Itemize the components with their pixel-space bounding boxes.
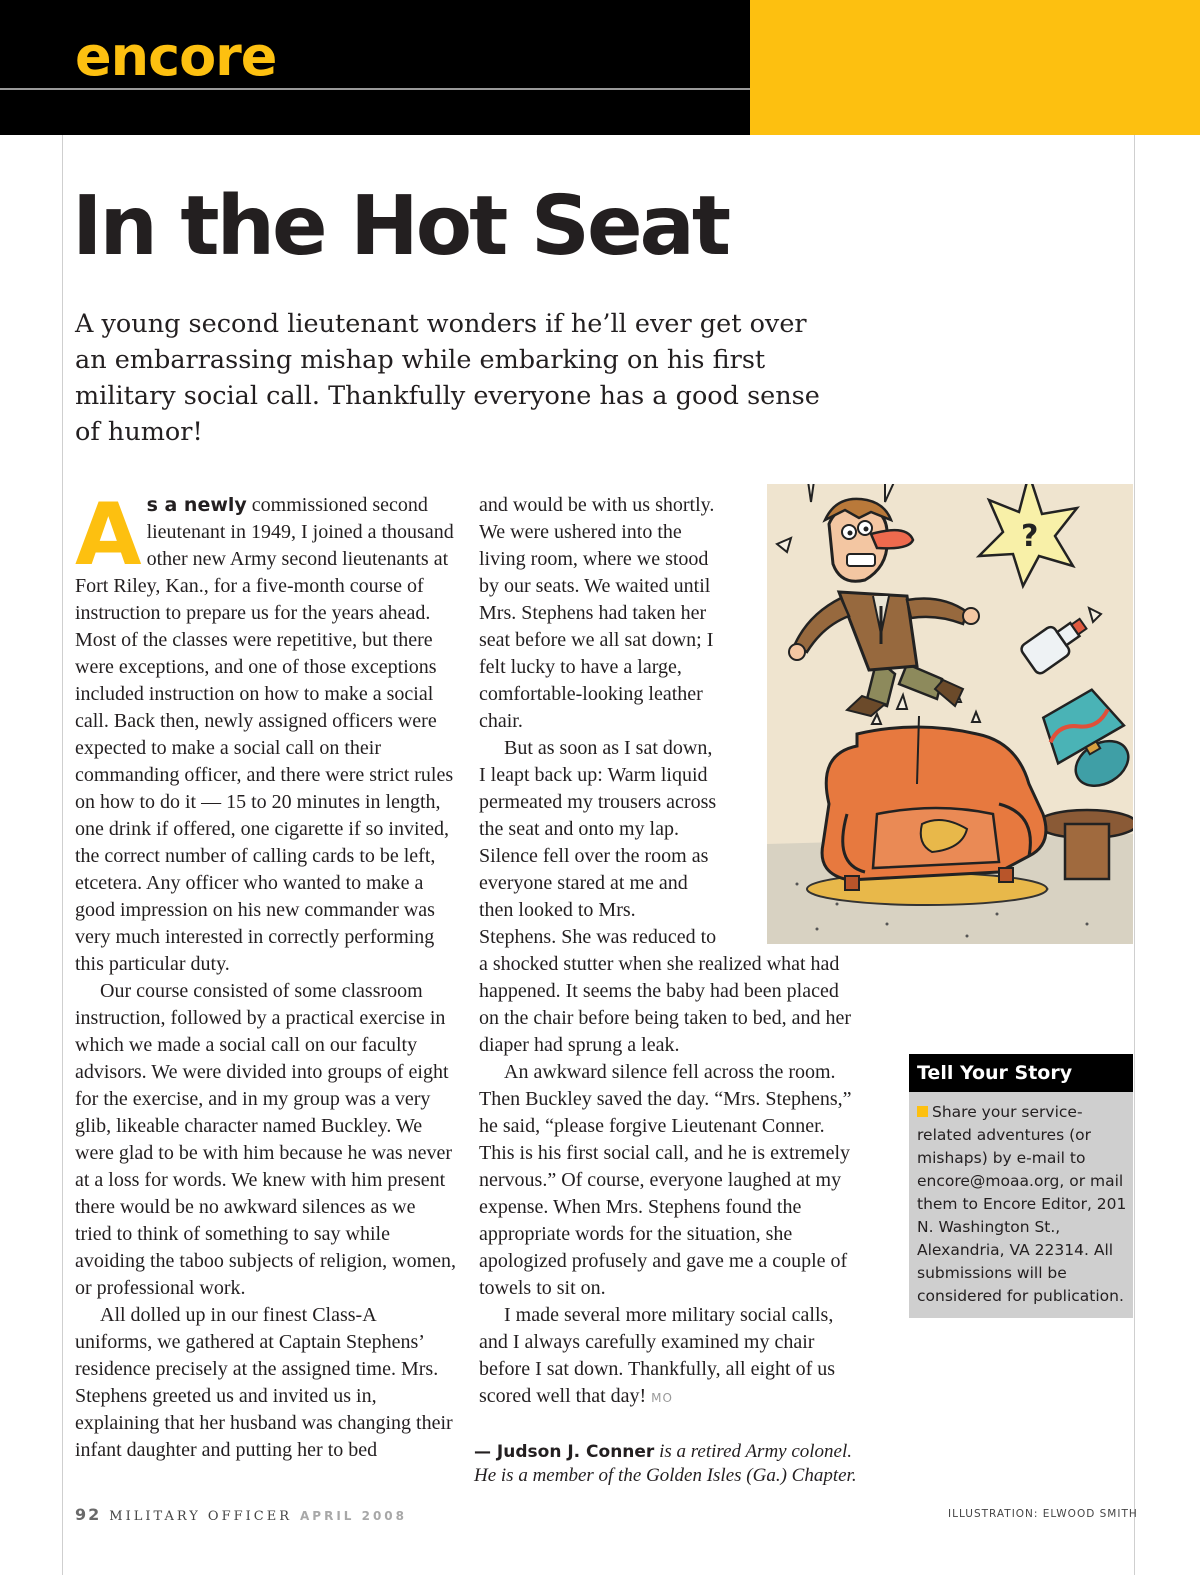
- section-name: encore: [75, 25, 277, 88]
- square-bullet-icon: [917, 1106, 928, 1117]
- author-bio: [474, 1440, 874, 1488]
- end-mark: MO: [651, 1391, 673, 1405]
- header-band-yellow: [750, 0, 1200, 135]
- sidebar-body: [909, 1092, 1133, 1308]
- article-paragraph: [75, 485, 457, 978]
- cartoon-illustration: [767, 484, 1133, 944]
- author-name: — Judson J. Conner: [474, 1442, 655, 1462]
- article-paragraph: All dolled up in our finest Class-A uniforms, we gathered at Captain Stephens’ residence precisely at the assigned time. Mrs. Stephens greeted us and invited us in, explaining that her husband was changing their infant daughter and putting her to bed: [75, 1304, 453, 1461]
- drop-cap: A: [75, 485, 142, 585]
- article-column-1: [75, 485, 457, 1464]
- magazine-name: MILITARY OFFICER: [109, 1509, 292, 1524]
- frame-line-left: [62, 135, 63, 1575]
- article-paragraph: But as soon as I sat down, I leapt back up: Warm liquid permeated my trousers across the seat and onto my lap. Silence fell over the room as everyone stared at me and then looked to Mrs. Stephens. She was reduced to a shocked stutter when she realized what had happened. It seems the baby had been placed on the chair before being taken to bed, and her diaper had sprung a leak.: [479, 737, 852, 1056]
- article-title: In the Hot Seat: [72, 179, 729, 274]
- page-number: 92: [75, 1505, 102, 1524]
- sidebar-text: Share your service-related adventures (or mishaps) by e-mail to encore@moaa.org, or mail them to Encore Editor, 201 N. Washington St., Alexandria, VA 22314. All submissions will be considered for publication.: [917, 1103, 1127, 1305]
- frame-line-right: [1134, 135, 1135, 1575]
- header-rule: [0, 88, 750, 90]
- article-deck: A young second lieutenant wonders if he’ll ever get over an embarrassing mishap while embarking on his first military social call. Thankfully everyone has a good sense of humor!: [75, 309, 820, 447]
- sidebar-title: Tell Your Story: [909, 1054, 1133, 1092]
- folio: [75, 1505, 407, 1524]
- paragraph-text: I made several more military social calls, and I always carefully examined my chair before I sat down. Thankfully, all eight of us scored well that day!: [479, 1304, 836, 1407]
- article-paragraph: and would be with us shortly. We were ushered into the living room, where we stood by our seats. We waited until Mrs. Stephens had taken her seat before we all sat down; I felt lucky to have a large, comfortable-looking leather chair.: [479, 494, 715, 732]
- article-paragraph: An awkward silence fell across the room. Then Buckley saved the day. “Mrs. Stephens,” he said, “please forgive Lieutenant Conner. This is his first social call, and he is extremely nervous.” Of course, everyone laughed at my expense. When Mrs. Stephens found the appropriate words for the situation, she apologized profusely and gave me a couple of towels to sit on.: [479, 1061, 852, 1299]
- issue-date: APRIL 2008: [300, 1509, 408, 1523]
- lead-in: s a newly: [146, 494, 247, 516]
- svg-text:?: ?: [1021, 519, 1039, 554]
- paragraph-text: commissioned second lieutenant in 1949, I joined a thousand other new Army second lieutenants at Fort Riley, Kan., for a five-month course of instruction to prepare us for the years ahead. Most of the classes were repetitive, but there were exceptions, and one of those exceptions included instruction on how to make a social call. Back then, newly assigned officers were expected to make a social call on their commanding officer, and there were strict rules on how to do it — 15 to 20 minutes in length, one drink if offered, one cigarette if so invited, the correct number of calling cards to be left, etcetera. Any officer who wanted to make a good impression on his new commander was very much interested in correctly performing this particular duty.: [75, 494, 454, 975]
- illustration-credit: ILLUSTRATION: ELWOOD SMITH: [948, 1508, 1138, 1520]
- author-bio-text: is a retired Army colonel. He is a member of the Golden Isles (Ga.) Chapter.: [474, 1441, 857, 1486]
- article-paragraph: [479, 1302, 859, 1412]
- article-paragraph: Our course consisted of some classroom instruction, followed by a practical exercise in which we made a social call on our faculty advisors. We were divided into groups of eight for the exercise, and in my group was a very glib, likeable character named Buckley. We were glad to be with him because he was never at a loss for words. We knew with him present there would be no awkward silences as we tried to think of something to say while avoiding the taboo subjects of religion, women, or professional work.: [75, 980, 457, 1299]
- tell-your-story-sidebar: [909, 1054, 1133, 1318]
